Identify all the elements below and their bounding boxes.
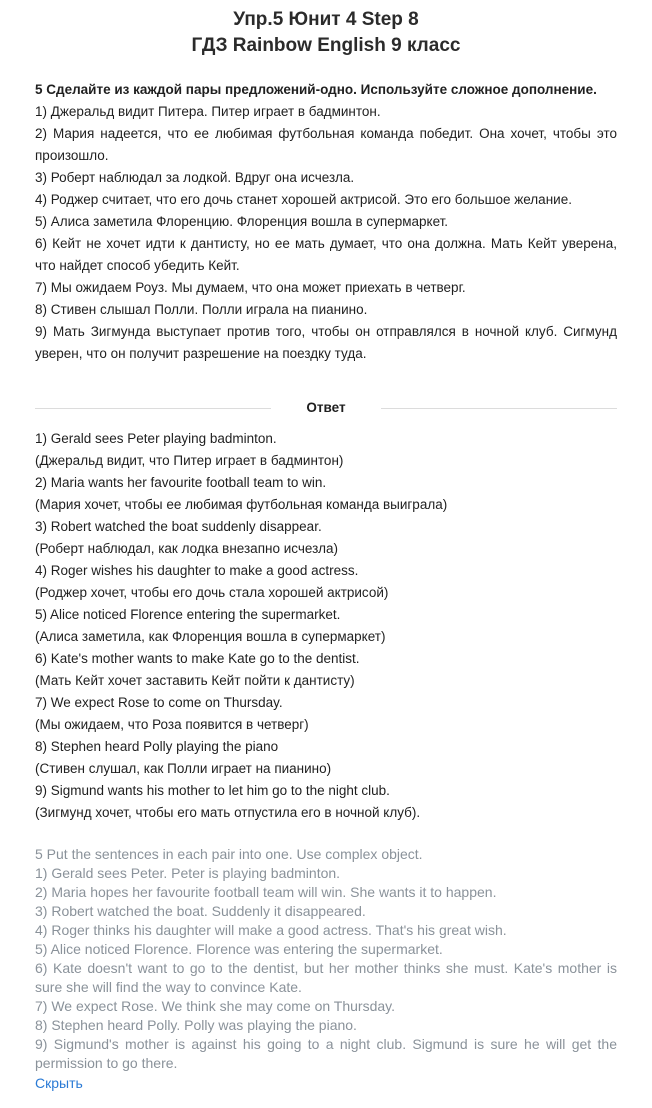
task-item: 8) Стивен слышал Полли. Полли играла на пианино. bbox=[35, 302, 368, 317]
task-item: 1) Джеральд видит Питера. Питер играет в бадминтон. bbox=[35, 104, 381, 119]
page-subtitle: ГДЗ Rainbow English 9 класс bbox=[191, 35, 461, 56]
answer-line: 1) Gerald sees Peter playing badminton. bbox=[35, 431, 277, 446]
answer-line: 5) Alice noticed Florence entering the supermarket. bbox=[35, 607, 341, 622]
original-task-item: 8) Stephen heard Polly. Polly was playing the piano. bbox=[35, 1017, 357, 1033]
answer-line: 2) Maria wants her favourite football team to win. bbox=[35, 475, 327, 490]
task-item: 2) Мария надеется, что ее любимая футбольная команда победит. Она хочет, чтобы это произошло. bbox=[35, 126, 617, 163]
task-item: 5) Алиса заметила Флоренцию. Флоренция вошла в супермаркет. bbox=[35, 214, 449, 229]
hide-link[interactable]: Скрыть bbox=[35, 1075, 83, 1091]
task-item: 9) Мать Зигмунда выступает против того, чтобы он отправлялся в ночной клуб. Сигмунд уверен, что он получит разрешение на поездку туда. bbox=[35, 324, 617, 361]
answer-translation: (Зигмунд хочет, чтобы его мать отпустила его в ночной клуб). bbox=[35, 805, 421, 820]
original-task-item: 9) Sigmund's mother is against his going to a night club. Sigmund is sure he will get the permission to go there. bbox=[35, 1036, 617, 1071]
answer-line: 8) Stephen heard Polly playing the piano bbox=[35, 739, 279, 754]
original-task-item: 7) We expect Rose. We think she may come on Thursday. bbox=[35, 998, 396, 1014]
answer-translation: (Роджер хочет, чтобы его дочь стала хорошей актрисой) bbox=[35, 585, 389, 600]
original-task-item: 1) Gerald sees Peter. Peter is playing badminton. bbox=[35, 865, 341, 881]
answer-label: Ответ bbox=[306, 400, 346, 415]
task-item: 6) Кейт не хочет идти к дантисту, но ее мать думает, что она должна. Мать Кейт уверена, что найдет способ убедить Кейт. bbox=[35, 236, 617, 273]
task-item: 7) Мы ожидаем Роуз. Мы думаем, что она может приехать в четверг. bbox=[35, 280, 466, 295]
original-task-item: 4) Roger thinks his daughter will make a good actress. That's his great wish. bbox=[35, 922, 507, 938]
answer-block bbox=[35, 428, 617, 824]
page-title: Упр.5 Юнит 4 Step 8 bbox=[233, 9, 419, 30]
answer-translation: (Мария хочет, чтобы ее любимая футбольная команда выиграла) bbox=[35, 497, 448, 512]
answer-line: 4) Roger wishes his daughter to make a good actress. bbox=[35, 563, 359, 578]
answer-line: 7) We expect Rose to come on Thursday. bbox=[35, 695, 283, 710]
task-block bbox=[35, 79, 617, 365]
task-item: 3) Роберт наблюдал за лодкой. Вдруг она исчезла. bbox=[35, 170, 355, 185]
answer-translation: (Роберт наблюдал, как лодка внезапно исчезла) bbox=[35, 541, 339, 556]
answer-line: 3) Robert watched the boat suddenly disappear. bbox=[35, 519, 322, 534]
original-task-item: 3) Robert watched the boat. Suddenly it disappeared. bbox=[35, 903, 366, 919]
answer-translation: (Мы ожидаем, что Роза появится в четверг) bbox=[35, 717, 309, 732]
original-task-block bbox=[35, 845, 617, 1093]
answer-translation: (Джеральд видит, что Питер играет в бадминтон) bbox=[35, 453, 344, 468]
answer-line: 6) Kate's mother wants to make Kate go to the dentist. bbox=[35, 651, 360, 666]
original-task-heading: 5 Put the sentences in each pair into one. Use complex object. bbox=[35, 846, 423, 862]
answer-translation: (Стивен слушал, как Полли играет на пианино) bbox=[35, 761, 332, 776]
task-item: 4) Роджер считает, что его дочь станет хорошей актрисой. Это его большое желание. bbox=[35, 192, 572, 207]
answer-translation: (Алиса заметила, как Флоренция вошла в супермаркет) bbox=[35, 629, 386, 644]
answer-translation: (Мать Кейт хочет заставить Кейт пойти к дантисту) bbox=[35, 673, 355, 688]
original-task-item: 6) Kate doesn't want to go to the dentist, but her mother thinks she must. Kate's mother is sure she will find the way to convince Kate. bbox=[35, 960, 617, 995]
task-heading: 5 Сделайте из каждой пары предложений-одно. Используйте сложное дополнение. bbox=[35, 82, 597, 97]
original-task-item: 2) Maria hopes her favourite football team will win. She wants it to happen. bbox=[35, 884, 497, 900]
answer-divider bbox=[35, 397, 617, 419]
answer-line: 9) Sigmund wants his mother to let him go to the night club. bbox=[35, 783, 390, 798]
original-task-item: 5) Alice noticed Florence. Florence was entering the supermarket. bbox=[35, 941, 443, 957]
divider-line-right bbox=[381, 408, 617, 409]
